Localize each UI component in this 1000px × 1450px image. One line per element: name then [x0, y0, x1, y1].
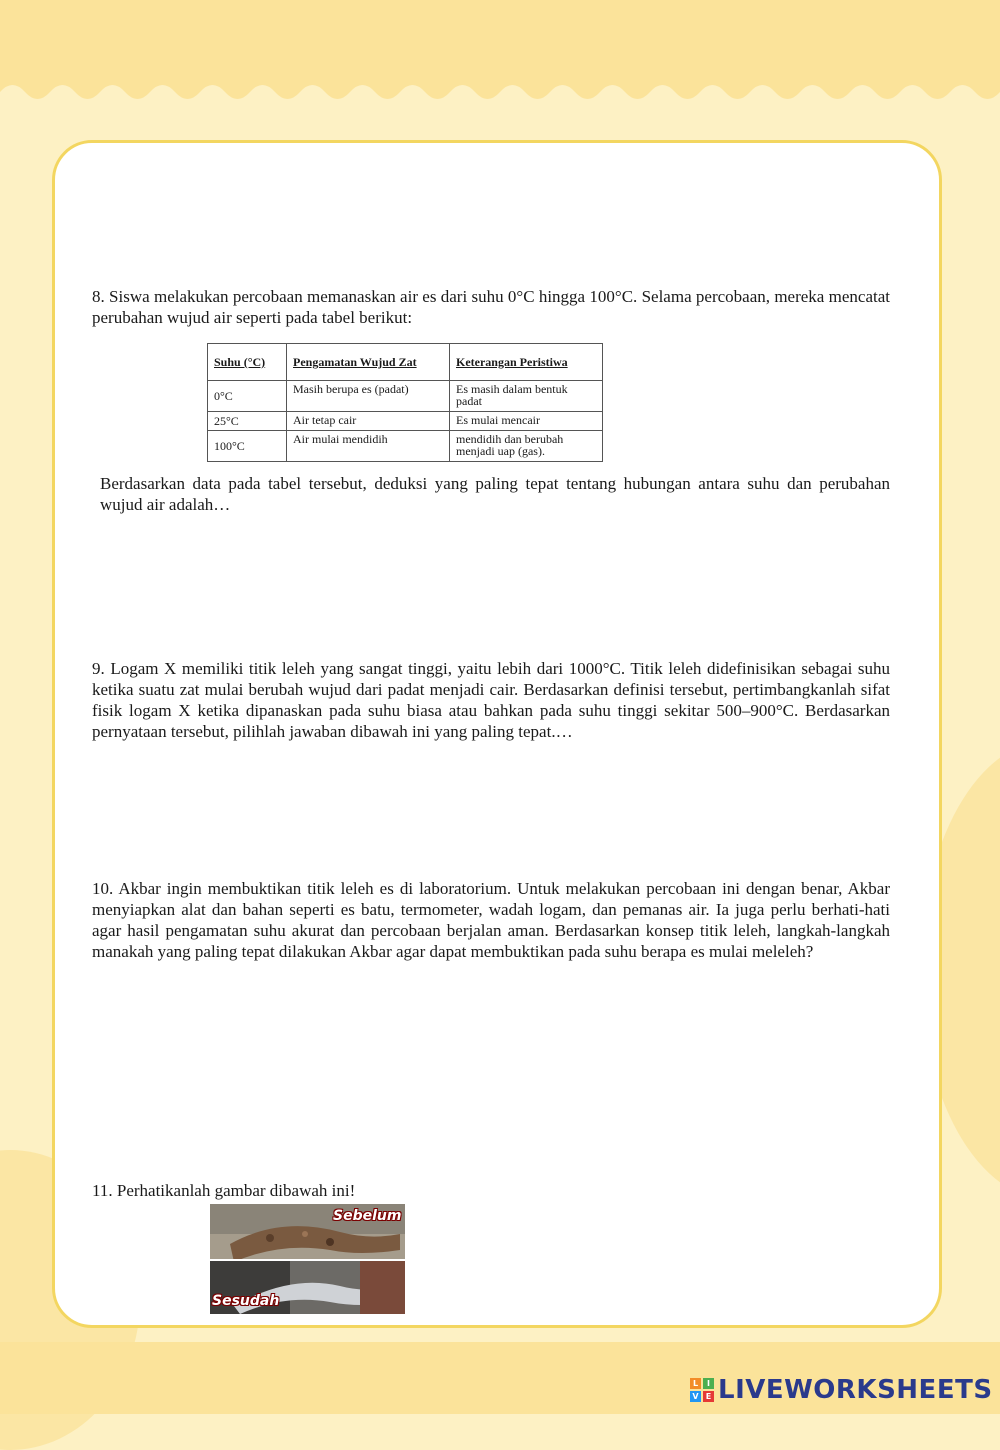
- table-cell: Es mulai mencair: [450, 412, 603, 430]
- question-9-text: 9. Logam X memiliki titik leleh yang sangat tinggi, yaitu lebih dari 1000°C. Titik leleh didefinisikan sebagai suhu ketika suatu zat mulai berubah wujud dari padat menjadi cair. Berdasarkan definisi tersebut, pertimbangkanlah sifat fisik logam X ketika dipanaskan pada suhu biasa atau bahkan pada suhu tinggi sekitar 500–900°C. Berdasarkan pernyataan tersebut, pilihlah jawaban dibawah ini yang paling tepat.…: [92, 659, 890, 741]
- before-label: Sebelum: [333, 1208, 402, 1224]
- table-cell: 25°C: [208, 412, 287, 430]
- column-header: Pengamatan Wujud Zat: [287, 344, 450, 381]
- scalloped-header-band: [0, 0, 1000, 110]
- table-cell: 100°C: [208, 430, 287, 461]
- table-cell: 0°C: [208, 381, 287, 412]
- logo-tiles: [690, 1378, 714, 1402]
- table-cell: Air tetap cair: [287, 412, 450, 430]
- brand-name: LIVEWORKSHEETS: [718, 1375, 993, 1405]
- table-row: [208, 430, 603, 461]
- logo-tile: V: [690, 1391, 701, 1402]
- logo-tile: L: [690, 1378, 701, 1389]
- question-8-prompt: Berdasarkan data pada tabel tersebut, deduksi yang paling tepat tentang hubungan antara suhu dan perubahan wujud air adalah…: [100, 474, 890, 514]
- table-row: [208, 381, 603, 412]
- table-row: [208, 412, 603, 430]
- logo-tile: E: [703, 1391, 714, 1402]
- question-11-text: 11. Perhatikanlah gambar dibawah ini!: [92, 1181, 356, 1200]
- logo-tile: I: [703, 1378, 714, 1389]
- table-cell: Masih berupa es (padat): [287, 381, 450, 412]
- table-cell: Air mulai mendidih: [287, 430, 450, 461]
- table-cell: Es masih dalam bentuk padat: [450, 381, 603, 412]
- column-header: Keterangan Peristiwa: [450, 344, 603, 381]
- table-header-row: [208, 344, 603, 381]
- table-cell: mendidih dan berubah menjadi uap (gas).: [450, 430, 603, 461]
- question-10-text: 10. Akbar ingin membuktikan titik leleh es di laboratorium. Untuk melakukan percobaan ini dengan benar, Akbar menyiapkan alat dan bahan seperti es batu, termometer, wadah logam, dan pemanas air. Ia juga perlu berhati-hati agar hasil pengamatan suhu akurat dan percobaan berjalan aman. Berdasarkan konsep titik leleh, langkah-langkah manakah yang paling tepat dilakukan Akbar agar dapat membuktikan pada suhu berapa es mulai meleleh?: [92, 879, 890, 961]
- question-8-intro: 8. Siswa melakukan percobaan memanaskan air es dari suhu 0°C hingga 100°C. Selama percobaan, mereka mencatat perubahan wujud air seperti pada tabel berikut:: [92, 287, 890, 327]
- observation-table: [207, 343, 603, 462]
- column-header: Suhu (°C): [208, 344, 287, 381]
- after-label: Sesudah: [212, 1293, 280, 1309]
- liveworksheets-logo: [690, 1374, 993, 1406]
